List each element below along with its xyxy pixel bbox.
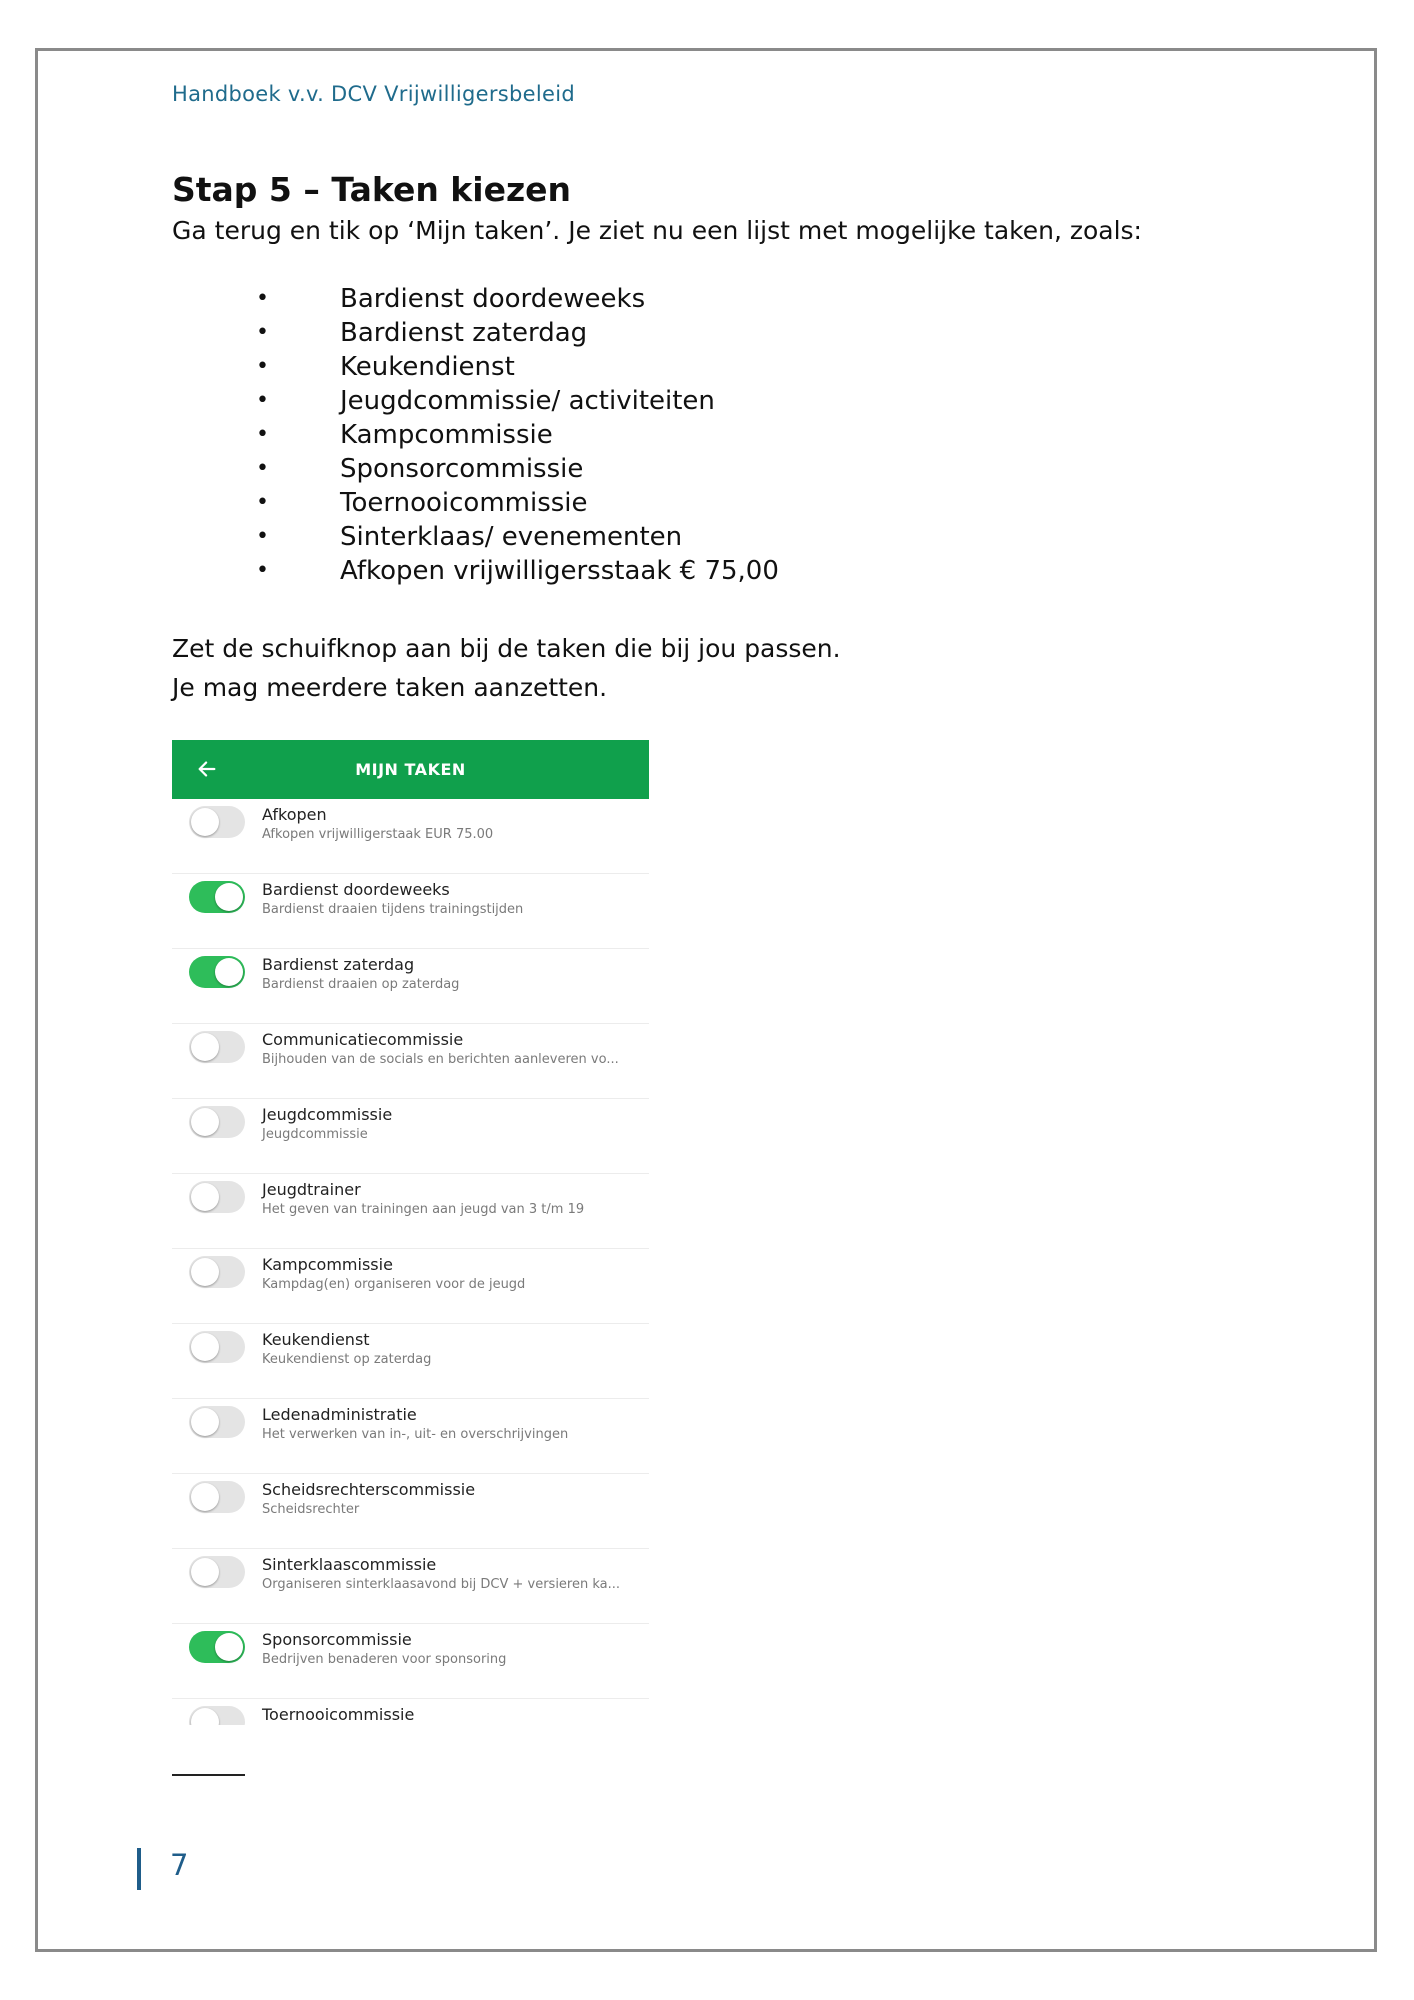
task-row [172,874,649,949]
page-number: 7 [170,1848,189,1882]
page-number-bar [137,1848,141,1890]
task-title: Bardienst zaterdag [262,955,415,974]
task-row [172,1399,649,1474]
task-title: Bardienst doordeweeks [262,880,450,899]
toggle-knob [191,1258,219,1286]
toggle-knob [191,1708,219,1725]
task-subtitle: Organiseren sinterklaasavond bij DCV + versieren ka... [262,1577,621,1592]
task-subtitle: Het geven van trainingen aan jeugd van 3 t/m 19 [262,1202,585,1217]
task-title: Afkopen [262,805,327,824]
task-row [172,1474,649,1549]
task-toggle-switch[interactable] [189,1406,245,1438]
toggle-knob [191,1483,219,1511]
bullet-marker: • [256,558,269,583]
task-subtitle: Afkopen vrijwilligerstaak EUR 75.00 [262,827,494,842]
task-title: Ledenadministratie [262,1405,417,1424]
task-subtitle: Bardienst draaien op zaterdag [262,977,460,992]
instruction-paragraph: Je mag meerdere taken aanzetten. [172,673,608,702]
task-row [172,949,649,1024]
task-list-label: Bardienst doordeweeks [340,284,646,314]
task-toggle-switch[interactable] [189,1706,245,1725]
bullet-marker: • [256,388,269,413]
task-toggle-switch[interactable] [189,881,245,913]
task-row [172,1174,649,1249]
task-title: Scheidsrechterscommissie [262,1480,476,1499]
task-list-label: Keukendienst [340,352,515,382]
task-subtitle: Kampdag(en) organiseren voor de jeugd [262,1277,526,1292]
toggle-knob [191,1183,219,1211]
task-title: Sinterklaascommissie [262,1555,437,1574]
task-toggle-switch[interactable] [189,1181,245,1213]
task-row [172,1624,649,1699]
section-title: Stap 5 – Taken kiezen [172,170,572,209]
task-subtitle: Het verwerken van in-, uit- en overschrijvingen [262,1427,569,1442]
task-row [172,1249,649,1324]
intro-paragraph: Ga terug en tik op ‘Mijn taken’. Je ziet nu een lijst met mogelijke taken, zoals: [172,216,1142,245]
toggle-knob [191,1558,219,1586]
task-row [172,1324,649,1399]
bullet-marker: • [256,354,269,379]
task-toggle-switch[interactable] [189,1331,245,1363]
task-toggle-switch[interactable] [189,1106,245,1138]
task-subtitle: Bardienst draaien tijdens trainingstijden [262,902,524,917]
task-toggle-switch[interactable] [189,956,245,988]
task-row [172,1099,649,1174]
toggle-knob [215,883,243,911]
bullet-marker: • [256,422,269,447]
task-list-label: Afkopen vrijwilligersstaak € 75,00 [340,556,779,586]
task-subtitle: Bedrijven benaderen voor sponsoring [262,1652,507,1667]
toggle-knob [191,1108,219,1136]
task-subtitle: Jeugdcommissie [262,1127,368,1142]
task-title: Toernooicommissie [262,1705,415,1724]
task-toggle-switch[interactable] [189,1631,245,1663]
bullet-marker: • [256,286,269,311]
task-row [172,1549,649,1624]
app-bar-title: MIJN TAKEN [355,760,466,779]
task-list-label: Jeugdcommissie/ activiteiten [340,386,715,416]
task-toggle-switch[interactable] [189,1481,245,1513]
task-rows [172,799,649,1725]
bullet-marker: • [256,524,269,549]
running-header: Handboek v.v. DCV Vrijwilligersbeleid [172,82,576,106]
task-list-label: Bardienst zaterdag [340,318,588,348]
task-list-label: Sponsorcommissie [340,454,584,484]
app-screenshot [172,740,649,1725]
bullet-marker: • [256,490,269,515]
app-bar [172,740,649,799]
toggle-knob [191,808,219,836]
footnote-separator [172,1774,245,1776]
task-list-label: Sinterklaas/ evenementen [340,522,683,552]
toggle-knob [191,1333,219,1361]
task-subtitle: Keukendienst op zaterdag [262,1352,432,1367]
task-title: Sponsorcommissie [262,1630,412,1649]
task-toggle-switch[interactable] [189,1256,245,1288]
task-subtitle: Scheidsrechter [262,1502,360,1517]
task-title: Jeugdtrainer [262,1180,361,1199]
toggle-knob [215,1633,243,1661]
task-row [172,799,649,874]
task-list-label: Kampcommissie [340,420,553,450]
toggle-knob [215,958,243,986]
task-toggle-switch[interactable] [189,1031,245,1063]
task-title: Jeugdcommissie [262,1105,393,1124]
bullet-marker: • [256,456,269,481]
task-toggle-switch[interactable] [189,1556,245,1588]
bullet-marker: • [256,320,269,345]
task-list-label: Toernooicommissie [340,488,588,518]
toggle-knob [191,1033,219,1061]
task-title: Keukendienst [262,1330,370,1349]
instruction-paragraph: Zet de schuifknop aan bij de taken die bij jou passen. [172,634,841,663]
task-toggle-switch[interactable] [189,806,245,838]
task-row [172,1024,649,1099]
task-title: Communicatiecommissie [262,1030,464,1049]
task-row [172,1699,649,1725]
task-subtitle: Bijhouden van de socials en berichten aanleveren vo... [262,1052,619,1067]
toggle-knob [191,1408,219,1436]
task-title: Kampcommissie [262,1255,393,1274]
